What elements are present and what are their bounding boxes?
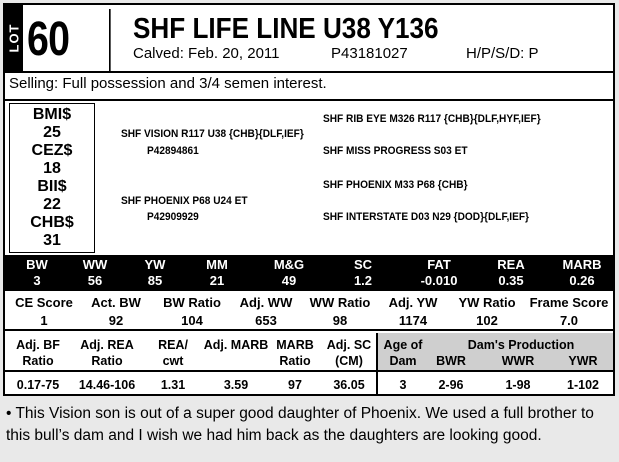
index-value: 31 [43, 232, 61, 249]
carcass-label: Adj. SC [326, 338, 372, 352]
comment-text: This Vision son is out of a super good daughter of Phoenix. We used a full brother to this bull’s dam and I wish we had him back as the daughters are looking good. [6, 405, 594, 444]
carcass-value: 3.59 [223, 378, 249, 392]
perf-label: YW Ratio [458, 295, 516, 310]
perf-label: Adj. WW [239, 295, 293, 310]
pedigree-dam-dam: SHF INTERSTATE D03 N29 {DOD}{DLF,IEF} [323, 211, 529, 223]
epd-label: REA [497, 257, 525, 272]
epd-label: WW [82, 257, 108, 272]
pedigree-dam-sire: SHF PHOENIX M33 P68 {CHB} [323, 179, 468, 191]
perf-label: WW Ratio [309, 295, 371, 310]
carcass-label: Ratio [279, 354, 311, 368]
epd-label: SC [353, 257, 373, 272]
animal-name: SHF LIFE LINE U38 Y136 [133, 13, 439, 45]
epd-value: 49 [281, 273, 297, 288]
perf-value: 98 [332, 313, 348, 328]
age-of-dam-label: Dam [389, 354, 417, 368]
age-of-dam-label: Age of [383, 338, 423, 352]
dam-prod-value: 2-96 [438, 378, 464, 392]
divider [5, 99, 613, 101]
lot-tab-label: LOT [6, 23, 22, 53]
lot-number: 60 [27, 9, 111, 71]
pedigree-dam: SHF PHOENIX P68 U24 ET [121, 195, 248, 207]
pedigree-dam-reg: P42909929 [147, 211, 199, 223]
epd-label: MM [206, 257, 228, 272]
perf-value: 1 [40, 313, 48, 328]
epd-band [5, 255, 613, 291]
perf-value: 653 [255, 313, 277, 328]
performance-row [5, 291, 613, 331]
perf-value: 104 [181, 313, 203, 328]
carcass-label: MARB [276, 338, 314, 352]
epd-value: 85 [147, 273, 163, 288]
index-label: CHB$ [30, 214, 74, 231]
carcass-value: 36.05 [333, 378, 365, 392]
carcass-value: 14.46-106 [78, 378, 136, 392]
index-label: BII$ [37, 178, 67, 195]
perf-label: Frame Score [529, 295, 609, 310]
pedigree [95, 103, 611, 253]
perf-value: 102 [476, 313, 498, 328]
dams-production-title: Dam's Production [467, 338, 575, 352]
pedigree-sire-reg: P42894861 [147, 145, 199, 157]
carcass-label: REA/ [158, 338, 188, 352]
dam-prod-label: BWR [436, 354, 466, 368]
index-value: 18 [43, 160, 61, 177]
perf-value: 92 [108, 313, 124, 328]
dam-prod-value: 1-98 [505, 378, 531, 392]
carcass-label: Ratio [22, 354, 54, 368]
lot-card [3, 3, 615, 396]
epd-value: -0.010 [420, 273, 458, 288]
bullet-icon: • [6, 405, 12, 422]
epd-label: YW [144, 257, 166, 272]
dam-prod-value: 1-102 [567, 378, 599, 392]
carcass-label: (CM) [335, 354, 363, 368]
epd-value: 1.2 [353, 273, 373, 288]
calved-date: Calved: Feb. 20, 2011 [133, 45, 280, 62]
carcass-label: Adj. BF [16, 338, 60, 352]
index-label: BMI$ [32, 106, 72, 123]
epd-value: 3 [33, 273, 41, 288]
epd-value: 0.35 [498, 273, 524, 288]
epd-label: M&G [273, 257, 305, 272]
pedigree-sire-dam: SHF MISS PROGRESS S03 ET [323, 145, 468, 157]
perf-value: 7.0 [559, 313, 579, 328]
divider [376, 333, 378, 394]
index-label: CEZ$ [31, 142, 73, 159]
dam-prod-label: YWR [568, 354, 598, 368]
lot-tab [5, 5, 23, 71]
perf-label: CE Score [15, 295, 73, 310]
age-of-dam-value: 3 [399, 378, 407, 392]
perf-label: BW Ratio [163, 295, 221, 310]
epd-label: MARB [562, 257, 602, 272]
index-values-box [9, 103, 95, 253]
carcass-value: 97 [288, 378, 302, 392]
pedigree-sire-sire: SHF RIB EYE M326 R117 {CHB}{DLF,HYF,IEF} [323, 113, 541, 125]
carcass-label: Ratio [91, 354, 123, 368]
epd-value: 21 [209, 273, 225, 288]
index-value: 22 [43, 196, 61, 213]
registration-number: P43181027 [331, 45, 408, 62]
perf-label: Act. BW [91, 295, 141, 310]
carcass-value: 1.31 [160, 378, 186, 392]
epd-value: 0.26 [569, 273, 595, 288]
epd-label: FAT [427, 257, 451, 272]
dam-prod-label: WWR [501, 354, 535, 368]
divider [5, 370, 613, 372]
epd-value: 56 [87, 273, 103, 288]
hps-status: H/P/S/D: P [466, 45, 539, 62]
carcass-label: Adj. MARB [203, 338, 269, 352]
carcass-label: cwt [162, 354, 184, 368]
perf-value: 1174 [398, 313, 428, 328]
comment [6, 403, 612, 447]
pedigree-sire: SHF VISION R117 U38 {CHB}{DLF,IEF} [121, 128, 304, 140]
perf-label: Adj. YW [388, 295, 438, 310]
divider [5, 71, 613, 73]
carcass-label: Adj. REA [80, 338, 134, 352]
carcass-row [5, 333, 613, 394]
selling-terms: Selling: Full possession and 3/4 semen interest. [9, 75, 327, 92]
carcass-value: 0.17-75 [16, 378, 60, 392]
epd-label: BW [26, 257, 48, 272]
index-value: 25 [43, 124, 61, 141]
